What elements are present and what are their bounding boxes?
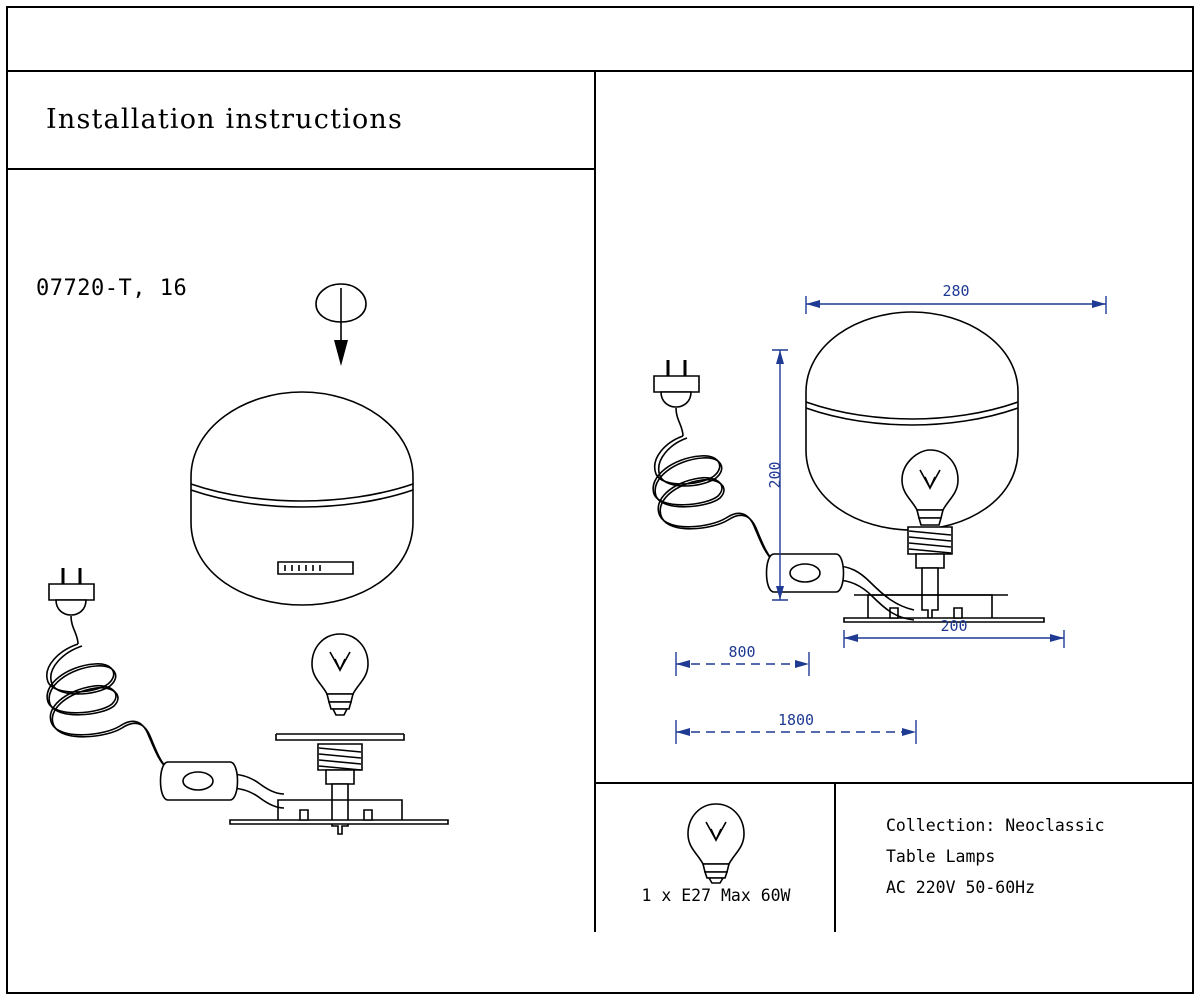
light-bulb [312, 634, 368, 715]
exploded-assembly-view [8, 222, 596, 922]
page-title: Installation instructions [46, 104, 404, 135]
inline-switch [161, 762, 238, 800]
bulb-spec-label: 1 x E27 Max 60W [641, 886, 791, 905]
left-panel [8, 72, 596, 932]
bulb-spec-cell [596, 784, 836, 932]
info-collection: Collection: Neoclassic [886, 816, 1105, 835]
rotate-arrow-icon [316, 284, 366, 366]
dimension-label-cord-total: 1800 [777, 711, 815, 729]
right-panel [596, 72, 1192, 932]
dimension-label-base-width: 200 [940, 617, 968, 635]
dimension-view-panel [596, 72, 1192, 784]
product-info-cell [836, 784, 1192, 932]
assembled-dimension-view [596, 72, 1192, 784]
dimension-label-height: 200 [766, 461, 784, 489]
dimension-label-cord-switch: 800 [728, 643, 756, 661]
glass-shade [191, 392, 413, 605]
spec-row [596, 784, 1192, 932]
model-code: 07720-T, 16 [36, 276, 188, 301]
lamp-socket [276, 734, 404, 834]
product-info-lines [886, 810, 1105, 903]
dimension-label-width-top: 280 [942, 282, 970, 300]
info-voltage: AC 220V 50-60Hz [886, 878, 1036, 897]
light-bulb-icon [672, 798, 760, 884]
title-bar [8, 72, 596, 170]
drawing-sheet [6, 6, 1194, 994]
drawing-frame [8, 70, 1192, 930]
info-category: Table Lamps [886, 847, 996, 866]
lamp-socket [908, 527, 952, 618]
